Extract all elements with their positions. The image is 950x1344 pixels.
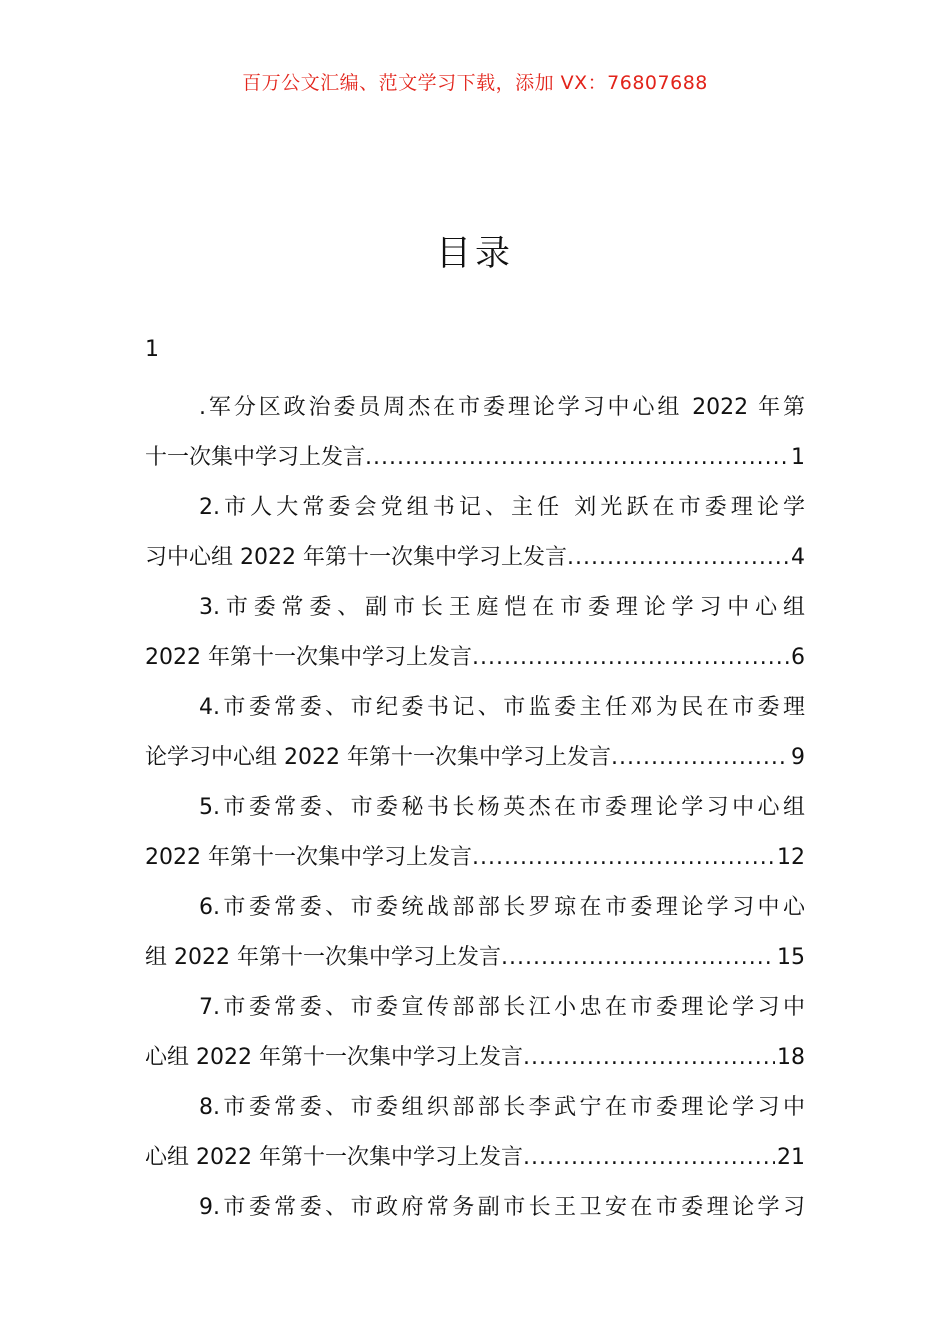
toc-entry-line1: 9.市委常委、市政府常务副市长王卫安在市委理论学习	[199, 1195, 805, 1220]
toc-page-number: 12	[777, 845, 805, 870]
toc-entry-line1: 2.市人大常委会党组书记、主任 刘光跃在市委理论学	[199, 495, 805, 520]
toc-page-number: 4	[791, 545, 805, 570]
toc-lead-number: 1	[145, 337, 159, 362]
toc-page-number: 18	[777, 1045, 805, 1070]
toc-entry-line2: 十一次集中学习上发言	[145, 445, 366, 470]
toc-leader-dots	[501, 933, 775, 983]
toc-page-number: 9	[791, 745, 805, 770]
toc-leader-dots	[472, 833, 775, 883]
toc-entry-line1: 4.市委常委、市纪委书记、市监委主任邓为民在市委理	[199, 695, 805, 720]
toc-entry-partial[interactable]	[145, 1183, 805, 1233]
toc-entry-line2: 心组 2022 年第十一次集中学习上发言	[145, 1045, 523, 1070]
toc-page-number: 1	[791, 445, 805, 470]
toc-entry-line1: 5.市委常委、市委秘书长杨英杰在市委理论学习中心组	[199, 795, 805, 820]
toc-page-number: 21	[777, 1145, 805, 1170]
toc-entry-line2: 2022 年第十一次集中学习上发言	[145, 645, 472, 670]
toc-entry-line2: 组 2022 年第十一次集中学习上发言	[145, 945, 501, 970]
header-banner: 百万公文汇编、范文学习下载，添加 VX：76807688	[242, 72, 708, 94]
toc-page-number: 6	[791, 645, 805, 670]
toc-entry-line2: 心组 2022 年第十一次集中学习上发言	[145, 1145, 523, 1170]
toc-entry[interactable]	[145, 1083, 805, 1183]
toc-entry-line1: .军分区政治委员周杰在市委理论学习中心组 2022 年第	[199, 395, 805, 420]
toc-entry-line1: 7.市委常委、市委宣传部部长江小忠在市委理论学习中	[199, 995, 805, 1020]
toc-entry[interactable]	[145, 483, 805, 583]
toc-leader-dots	[523, 1133, 775, 1183]
toc-entry-line2: 论学习中心组 2022 年第十一次集中学习上发言	[145, 745, 611, 770]
toc-leader-dots	[567, 533, 789, 583]
toc-entry-line2: 习中心组 2022 年第十一次集中学习上发言	[145, 545, 567, 570]
toc-entry[interactable]	[145, 683, 805, 783]
table-of-contents	[145, 333, 805, 1233]
toc-entry[interactable]	[145, 783, 805, 883]
toc-entry-line2: 2022 年第十一次集中学习上发言	[145, 845, 472, 870]
toc-leader-dots	[523, 1033, 775, 1083]
toc-entry[interactable]	[145, 383, 805, 483]
toc-page-number: 15	[777, 945, 805, 970]
toc-leader-dots	[472, 633, 789, 683]
toc-entry-line1: 6.市委常委、市委统战部部长罗琼在市委理论学习中心	[199, 895, 805, 920]
toc-entry[interactable]	[145, 583, 805, 683]
toc-entry[interactable]	[145, 883, 805, 983]
toc-entry-line1: 3.市委常委、副市长王庭恺在市委理论学习中心组	[199, 595, 805, 620]
toc-entry[interactable]	[145, 983, 805, 1083]
toc-leader-dots	[365, 433, 789, 483]
page-title: 目录	[435, 234, 514, 274]
toc-entry-line1: 8.市委常委、市委组织部部长李武宁在市委理论学习中	[199, 1095, 805, 1120]
toc-leader-dots	[611, 733, 789, 783]
